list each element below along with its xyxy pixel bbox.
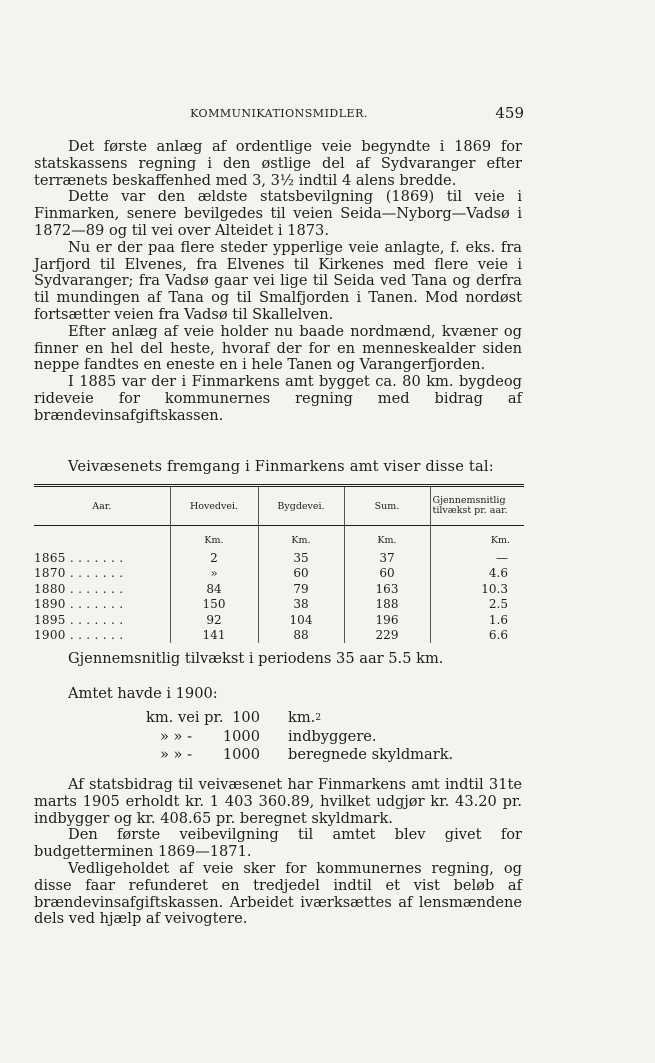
main-road-cell: 150 — [170, 597, 258, 613]
sum-cell: 188 — [344, 597, 430, 613]
main-road-cell: 141 — [170, 628, 258, 644]
sum-cell: 229 — [344, 628, 430, 644]
table-caption: Veivæsenets fremgang i Finmarkens amt viser disse tal: — [68, 458, 494, 475]
paragraph: Den første veibevilgning til amtet blev givet for budgetterminen 1869—1871. — [34, 826, 522, 861]
intro-text — [34, 139, 522, 425]
growth-cell: 6.6 — [430, 628, 524, 644]
growth-cell: 10.3 — [430, 581, 524, 597]
table-row — [34, 581, 524, 597]
year-cell: 1880 . . . . . . . — [34, 581, 124, 596]
summary-number: 1000 — [222, 727, 260, 745]
rural-road-cell: 60 — [258, 566, 344, 582]
summary-description — [288, 709, 321, 728]
growth-cell: 1.6 — [430, 612, 524, 628]
paragraph: Vedligeholdet af veie sker for kommunernes regning, og disse faar refunderet en tredjedel indtil et vist beløb af brændevinsafgiftskassen. Arbeidet iværksættes af lensmændene dels ved hjælp af veivogtere. — [34, 859, 522, 928]
growth-cell: — — [430, 550, 524, 566]
closing-text — [34, 777, 522, 928]
main-road-cell: » — [170, 566, 258, 582]
paragraph: Dette var den ældste statsbevilgning (1869) til veie i Finmarken, senere bevilgedes til veien Seida—Nyborg—Vadsø i 1872—89 og til vei over Alteidet i 1873. — [34, 188, 522, 239]
summary-number: 1000 — [222, 746, 260, 763]
running-title: KOMMUNIKATIONSMIDLER. — [190, 107, 368, 120]
column-header-sum: Sum. — [344, 486, 430, 526]
rural-road-cell: 35 — [258, 550, 344, 566]
growth-cell: 4.6 — [430, 566, 524, 582]
unit-sum: Km. — [344, 526, 430, 551]
growth-cell: 2.5 — [430, 597, 524, 613]
table-row — [34, 628, 524, 644]
column-header-rural-road: Bygdevei. — [258, 486, 344, 526]
sum-cell: 37 — [344, 550, 430, 566]
summary-description: beregnede skyldmark. — [288, 746, 454, 763]
year-cell: 1870 . . . . . . . — [34, 566, 124, 581]
superscript: 2 — [315, 713, 322, 723]
county-summary-heading: Amtet havde i 1900: — [68, 685, 218, 702]
column-header-year: Aar. — [34, 486, 170, 526]
column-header-main-road: Hovedvei. — [170, 486, 258, 526]
summary-unit: » » - — [159, 727, 193, 745]
year-cell: 1900 . . . . . . . — [34, 628, 124, 643]
paragraph: Efter anlæg af veie holder nu baade nordmænd, kvæner og finner en hel del heste, hvoraf der for en menneskealder siden neppe fandtes en eneste en i hele Tanen og Varangerfjorden. — [34, 322, 522, 374]
sum-cell: 196 — [344, 612, 430, 628]
main-road-cell: 84 — [170, 581, 258, 597]
summary-number: 100 — [232, 709, 260, 726]
growth-header-line2: tilvækst pr. aar. — [432, 505, 508, 516]
page-number: 459 — [495, 104, 524, 122]
summary-unit: » » - — [159, 746, 193, 763]
year-cell: 1890 . . . . . . . — [34, 597, 124, 612]
table-row — [34, 550, 524, 566]
paragraph: Nu er der paa flere steder ypperlige veie anlagte, f. eks. fra Jarfjord til Elvenes, fra Elvenes til Kirkenes med flere veie i Sydvaranger; fra Vadsø gaar vei lige til Seida ved Tana og derfra til mundingen af Tana og til Smalfjorden i Tanen. Mod nordøst fortsætter veien fra Vadsø til Skallelven. — [34, 238, 522, 323]
summary-unit: km. vei pr. — [146, 709, 224, 726]
paragraph: I 1885 var der i Finmarkens amt bygget ca. 80 km. bygdeog rideveie for kommunernes regning med bidrag af brændevinsafgiftskassen. — [34, 373, 522, 424]
paragraph: Af statsbidrag til veivæsenet har Finmarkens amt indtil 31te marts 1905 erholdt kr. 1 403 360.89, hvilket udgjør kr. 43.20 pr. indbygger og kr. 408.65 pr. beregnet skyldmark. — [34, 776, 522, 827]
average-growth-text: Gjennemsnitlig tilvækst i periodens 35 aar 5.5 km. — [68, 650, 444, 667]
units-empty — [34, 526, 170, 551]
table-header-row — [34, 486, 524, 526]
year-cell: 1865 . . . . . . . — [34, 550, 124, 565]
rural-road-cell: 79 — [258, 581, 344, 597]
summary-desc-text: km. — [288, 709, 316, 726]
page-header — [34, 104, 524, 124]
growth-header-line1: Gjennemsnitlig — [432, 495, 506, 506]
sum-cell: 60 — [344, 566, 430, 582]
unit-main: Km. — [170, 526, 258, 551]
road-statistics-table — [34, 484, 524, 643]
paragraph: Det første anlæg af ordentlige veie begyndte i 1869 for statskassens regning i den østlige del af Sydvaranger efter terrænets beskaffenhed med 3, 3½ indtil 4 alens bredde. — [34, 138, 522, 189]
sum-cell: 163 — [344, 581, 430, 597]
rural-road-cell: 104 — [258, 612, 344, 628]
summary-description: indbyggere. — [288, 727, 377, 745]
unit-growth: Km. — [430, 526, 524, 551]
table-row — [34, 566, 524, 582]
table-row — [34, 597, 524, 613]
year-cell: 1895 . . . . . . . — [34, 612, 124, 627]
rural-road-cell: 88 — [258, 628, 344, 644]
unit-rural: Km. — [258, 526, 344, 551]
column-header-growth — [430, 486, 524, 526]
main-road-cell: 2 — [170, 550, 258, 566]
units-row — [34, 526, 524, 551]
table-row — [34, 612, 524, 628]
main-road-cell: 92 — [170, 612, 258, 628]
rural-road-cell: 38 — [258, 597, 344, 613]
